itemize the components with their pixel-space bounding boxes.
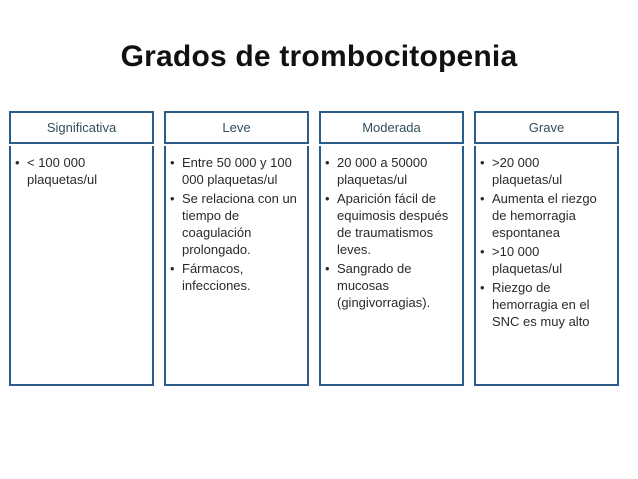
column-body-leve [164,146,309,386]
page-title: Grados de trombocitopenia [120,40,518,73]
column-moderada [319,111,464,310]
column-body-significativa [9,146,154,386]
column-significativa [9,111,154,187]
column-header-significativa: Significativa [9,111,154,144]
list-item: • Riezgo de hemorragia en el SNC es muy alto [480,279,611,330]
list-item: • Aumenta el riezgo de hemorragia espontanea [480,190,611,241]
column-grave [474,111,619,329]
column-header-leve: Leve [164,111,309,144]
column-header-moderada: Moderada [319,111,464,144]
list-item: • < 100 000 plaquetas/ul [15,154,146,188]
list-item: • >20 000 plaquetas/ul [480,154,611,188]
list-item: • Fármacos, infecciones. [170,260,301,294]
list-item: • >10 000 plaquetas/ul [480,243,611,277]
column-header-grave: Grave [474,111,619,144]
column-body-moderada [319,146,464,386]
column-body-grave [474,146,619,386]
list-item: • Aparición fácil de equimosis después de traumatismos leves. [325,190,456,258]
list-item: • Se relaciona con un tiempo de coagulación prolongado. [170,190,301,258]
list-item: • Sangrado de mucosas (gingivorragias). [325,260,456,311]
column-leve [164,111,309,293]
list-item: • Entre 50 000 y 100 000 plaquetas/ul [170,154,301,188]
list-item: • 20 000 a 50000 plaquetas/ul [325,154,456,188]
